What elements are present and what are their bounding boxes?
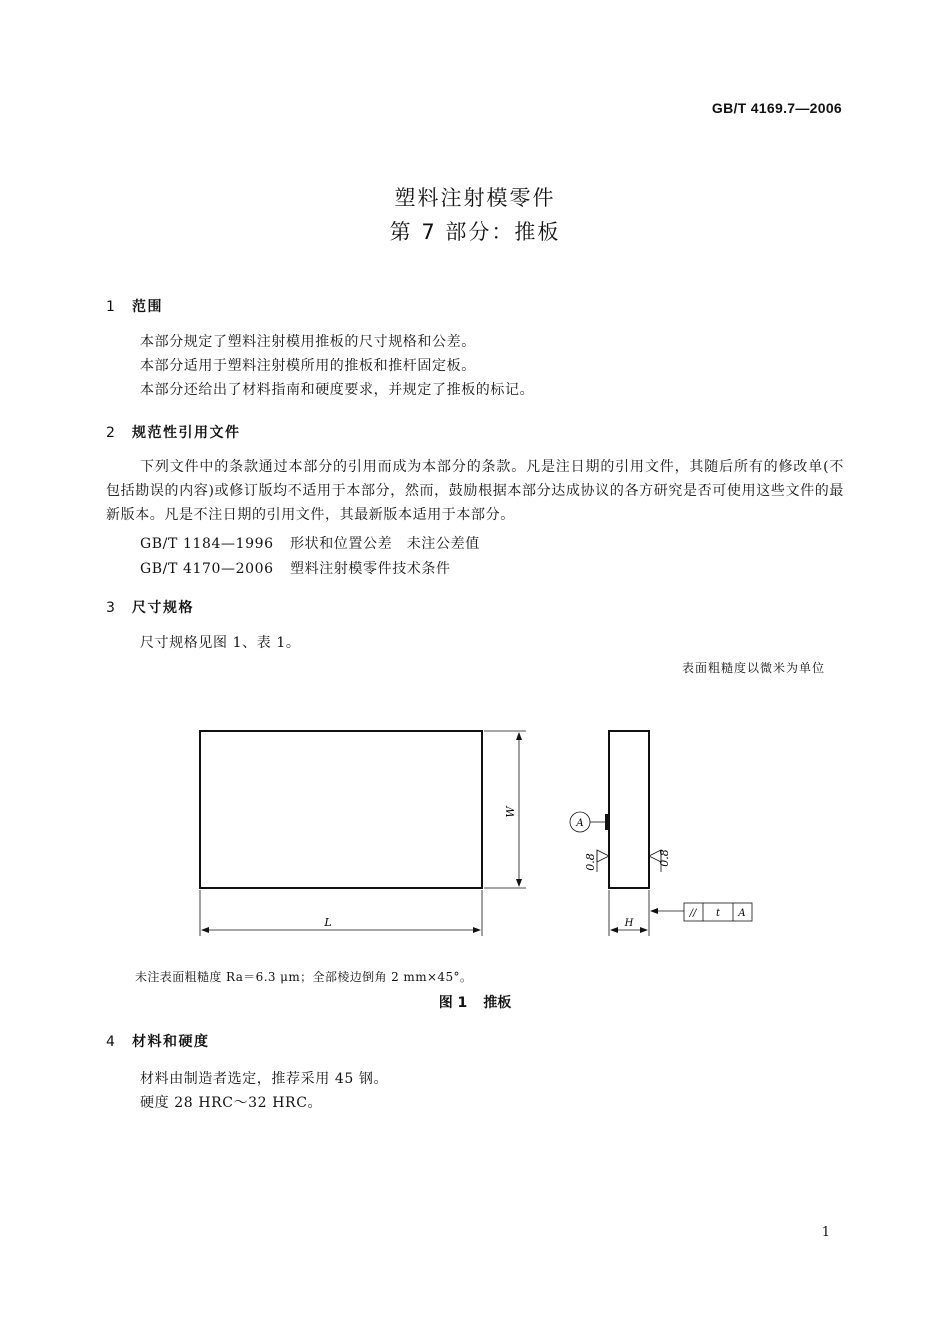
section-title: 范围	[132, 299, 163, 315]
roughness-symbol-left	[597, 850, 609, 862]
figure-title: 推板	[483, 995, 512, 1011]
section-title: 材料和硬度	[132, 1034, 210, 1050]
section-1-paragraph: 本部分还给出了材料指南和硬度要求，并规定了推板的标记。	[140, 382, 535, 398]
reference-title: 形状和位置公差 未注公差值	[290, 536, 480, 552]
roughness-value-right: 0.8	[658, 849, 671, 867]
section-1-heading	[106, 296, 163, 316]
reference-title: 塑料注射模零件技术条件	[290, 561, 451, 577]
document-title: 塑料注射模零件	[394, 186, 556, 210]
section-number: 1	[106, 299, 115, 315]
figure-caption	[0, 992, 950, 1012]
section-number: 2	[106, 425, 115, 441]
tolerance-value: t	[715, 908, 721, 919]
section-title: 规范性引用文件	[132, 425, 241, 441]
reference-item	[140, 558, 451, 578]
section-number: 3	[106, 600, 115, 616]
section-title: 尺寸规格	[132, 600, 194, 616]
w-label: W	[504, 806, 517, 818]
l-label: L	[324, 916, 332, 929]
reference-item	[140, 533, 480, 553]
unit-note: 表面粗糙度以微米为单位	[681, 661, 825, 675]
reference-code: GB/T 1184—1996	[140, 536, 274, 552]
section-4-paragraph: 硬度 28 HRC～32 HRC。	[140, 1095, 323, 1111]
section-3-paragraph: 尺寸规格见图 1、表 1。	[140, 635, 301, 651]
document-subtitle: 第 7 部分：推板	[389, 220, 561, 244]
page-number: 1	[821, 1225, 830, 1240]
h-label: H	[624, 918, 634, 929]
section-1-paragraph: 本部分适用于塑料注射模所用的推板和推杆固定板。	[140, 358, 476, 374]
plate-side-view	[609, 731, 649, 888]
section-4-paragraph: 材料由制造者选定，推荐采用 45 钢。	[140, 1071, 389, 1087]
figure-number: 图 1	[438, 995, 468, 1011]
roughness-value-left: 0.8	[584, 853, 597, 871]
plate-front-view	[200, 731, 482, 888]
standard-number: GB/T 4169.7—2006	[711, 100, 842, 116]
parallelism-symbol: //	[689, 908, 697, 919]
tolerance-datum: A	[738, 908, 746, 919]
figure-push-plate	[0, 700, 950, 950]
section-2-heading	[106, 422, 241, 442]
reference-code: GB/T 4170—2006	[140, 561, 274, 577]
datum-a-label: A	[576, 818, 584, 829]
datum-triangle	[605, 814, 609, 830]
section-3-heading	[106, 597, 194, 617]
section-number: 4	[106, 1034, 115, 1050]
figure-note: 未注表面粗糙度 Ra＝6.3 μm；全部棱边倒角 2 mm×45°。	[135, 970, 473, 984]
section-4-heading	[106, 1031, 210, 1051]
section-1-paragraph: 本部分规定了塑料注射模用推板的尺寸规格和公差。	[140, 334, 476, 350]
section-2-paragraph: 下列文件中的条款通过本部分的引用而成为本部分的条款。凡是注日期的引用文件，其随后所有的修改单(不包括勘误的内容)或修订版均不适用于本部分，然而，鼓励根据本部分达成协议的各方研究是否可使用这些文件的最新版本。凡是不注日期的引用文件，其最新版本适用于本部分。	[106, 459, 844, 523]
